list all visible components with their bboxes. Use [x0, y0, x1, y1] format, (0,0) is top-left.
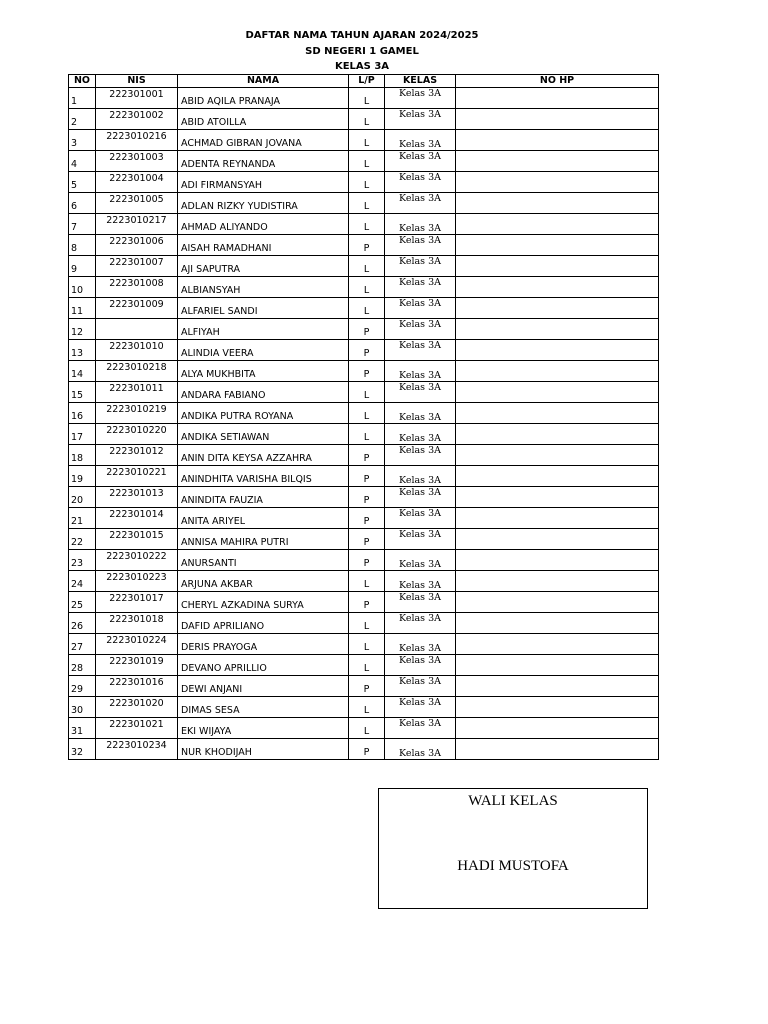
class-cell: Kelas 3A: [385, 487, 456, 508]
class-cell: Kelas 3A: [385, 214, 456, 235]
phone-cell: [456, 172, 659, 193]
nis-cell: 222301010: [96, 340, 178, 361]
name-cell: ALINDIA VEERA: [178, 340, 349, 361]
name-cell: AISAH RAMADHANI: [178, 235, 349, 256]
table-row: [69, 382, 659, 403]
class-cell: Kelas 3A: [385, 508, 456, 529]
nis-cell: 222301009: [96, 298, 178, 319]
table-row: [69, 424, 659, 445]
table-row: [69, 697, 659, 718]
class-cell: Kelas 3A: [385, 172, 456, 193]
phone-cell: [456, 256, 659, 277]
table-row: [69, 319, 659, 340]
table-row: [69, 445, 659, 466]
gender-cell: P: [349, 487, 385, 508]
signature-name: HADI MUSTOFA: [457, 858, 569, 874]
class-cell: Kelas 3A: [385, 340, 456, 361]
phone-cell: [456, 340, 659, 361]
name-cell: AJI SAPUTRA: [178, 256, 349, 277]
row-number: 12: [69, 319, 96, 340]
nis-cell: 222301014: [96, 508, 178, 529]
row-number: 19: [69, 466, 96, 487]
row-number: 20: [69, 487, 96, 508]
row-number: 5: [69, 172, 96, 193]
class-cell: Kelas 3A: [385, 445, 456, 466]
row-number: 9: [69, 256, 96, 277]
nis-cell: 222301017: [96, 592, 178, 613]
row-number: 6: [69, 193, 96, 214]
gender-cell: P: [349, 235, 385, 256]
gender-cell: P: [349, 739, 385, 760]
name-cell: ALFIYAH: [178, 319, 349, 340]
phone-cell: [456, 151, 659, 172]
nis-cell: 222301004: [96, 172, 178, 193]
name-cell: AHMAD ALIYANDO: [178, 214, 349, 235]
signature-title: WALI KELAS: [468, 793, 558, 809]
row-number: 23: [69, 550, 96, 571]
row-number: 28: [69, 655, 96, 676]
phone-cell: [456, 466, 659, 487]
phone-cell: [456, 676, 659, 697]
class-cell: Kelas 3A: [385, 571, 456, 592]
phone-cell: [456, 277, 659, 298]
nis-cell: 2223010219: [96, 403, 178, 424]
phone-cell: [456, 193, 659, 214]
gender-cell: L: [349, 655, 385, 676]
gender-cell: P: [349, 550, 385, 571]
table-row: [69, 235, 659, 256]
name-cell: ADENTA REYNANDA: [178, 151, 349, 172]
row-number: 2: [69, 109, 96, 130]
table-row: [69, 130, 659, 151]
name-cell: ALFARIEL SANDI: [178, 298, 349, 319]
name-cell: EKI WIJAYA: [178, 718, 349, 739]
table-row: [69, 193, 659, 214]
name-cell: CHERYL AZKADINA SURYA: [178, 592, 349, 613]
class-cell: Kelas 3A: [385, 655, 456, 676]
row-number: 3: [69, 130, 96, 151]
gender-cell: P: [349, 445, 385, 466]
name-cell: ANITA ARIYEL: [178, 508, 349, 529]
name-cell: ABID AQILA PRANAJA: [178, 88, 349, 109]
table-row: [69, 550, 659, 571]
name-cell: ADLAN RIZKY YUDISTIRA: [178, 193, 349, 214]
gender-cell: P: [349, 529, 385, 550]
table-row: [69, 172, 659, 193]
row-number: 31: [69, 718, 96, 739]
table-row: [69, 739, 659, 760]
name-cell: ANURSANTI: [178, 550, 349, 571]
phone-cell: [456, 739, 659, 760]
class-cell: Kelas 3A: [385, 298, 456, 319]
nis-cell: 2223010221: [96, 466, 178, 487]
row-number: 4: [69, 151, 96, 172]
gender-cell: L: [349, 613, 385, 634]
gender-cell: P: [349, 508, 385, 529]
class-cell: Kelas 3A: [385, 634, 456, 655]
row-number: 21: [69, 508, 96, 529]
row-number: 17: [69, 424, 96, 445]
phone-cell: [456, 445, 659, 466]
table-row: [69, 508, 659, 529]
row-number: 11: [69, 298, 96, 319]
nis-cell: 2223010222: [96, 550, 178, 571]
nis-cell: 222301016: [96, 676, 178, 697]
phone-cell: [456, 130, 659, 151]
name-cell: ALBIANSYAH: [178, 277, 349, 298]
table-row: [69, 655, 659, 676]
table-row: [69, 214, 659, 235]
row-number: 14: [69, 361, 96, 382]
table-row: [69, 592, 659, 613]
class-cell: Kelas 3A: [385, 676, 456, 697]
nis-cell: 222301003: [96, 151, 178, 172]
class-cell: Kelas 3A: [385, 235, 456, 256]
name-cell: DIMAS SESA: [178, 697, 349, 718]
nis-cell: 222301020: [96, 697, 178, 718]
class-cell: Kelas 3A: [385, 739, 456, 760]
row-number: 27: [69, 634, 96, 655]
phone-cell: [456, 382, 659, 403]
table-row: [69, 718, 659, 739]
column-header-lp: L/P: [349, 75, 385, 88]
nis-cell: 2223010216: [96, 130, 178, 151]
row-number: 7: [69, 214, 96, 235]
phone-cell: [456, 508, 659, 529]
phone-cell: [456, 214, 659, 235]
nis-cell: 222301013: [96, 487, 178, 508]
gender-cell: L: [349, 298, 385, 319]
gender-cell: L: [349, 193, 385, 214]
nis-cell: 222301008: [96, 277, 178, 298]
nis-cell: 222301015: [96, 529, 178, 550]
gender-cell: P: [349, 340, 385, 361]
phone-cell: [456, 613, 659, 634]
row-number: 24: [69, 571, 96, 592]
nis-cell: 2223010218: [96, 361, 178, 382]
phone-cell: [456, 571, 659, 592]
name-cell: ANINDITA FAUZIA: [178, 487, 349, 508]
class-cell: Kelas 3A: [385, 88, 456, 109]
class-cell: Kelas 3A: [385, 466, 456, 487]
name-cell: NUR KHODIJAH: [178, 739, 349, 760]
gender-cell: L: [349, 403, 385, 424]
phone-cell: [456, 655, 659, 676]
name-cell: ANDIKA SETIAWAN: [178, 424, 349, 445]
name-cell: ANDIKA PUTRA ROYANA: [178, 403, 349, 424]
class-cell: Kelas 3A: [385, 613, 456, 634]
column-header-nama: NAMA: [178, 75, 349, 88]
nis-cell: 222301007: [96, 256, 178, 277]
row-number: 13: [69, 340, 96, 361]
table-row: [69, 277, 659, 298]
gender-cell: L: [349, 634, 385, 655]
row-number: 29: [69, 676, 96, 697]
phone-cell: [456, 235, 659, 256]
gender-cell: L: [349, 424, 385, 445]
table-row: [69, 613, 659, 634]
nis-cell: 222301012: [96, 445, 178, 466]
column-header-no: NO: [69, 75, 96, 88]
gender-cell: P: [349, 319, 385, 340]
table-row: [69, 298, 659, 319]
phone-cell: [456, 487, 659, 508]
class-cell: Kelas 3A: [385, 256, 456, 277]
name-cell: ADI FIRMANSYAH: [178, 172, 349, 193]
gender-cell: L: [349, 88, 385, 109]
row-number: 10: [69, 277, 96, 298]
gender-cell: L: [349, 697, 385, 718]
table-row: [69, 634, 659, 655]
phone-cell: [456, 592, 659, 613]
nis-cell: 222301018: [96, 613, 178, 634]
gender-cell: L: [349, 571, 385, 592]
name-cell: ACHMAD GIBRAN JOVANA: [178, 130, 349, 151]
nis-cell: 2223010234: [96, 739, 178, 760]
table-row: [69, 529, 659, 550]
gender-cell: P: [349, 466, 385, 487]
row-number: 22: [69, 529, 96, 550]
class-cell: Kelas 3A: [385, 424, 456, 445]
gender-cell: P: [349, 361, 385, 382]
class-cell: Kelas 3A: [385, 550, 456, 571]
class-cell: Kelas 3A: [385, 193, 456, 214]
phone-cell: [456, 361, 659, 382]
phone-cell: [456, 718, 659, 739]
class-cell: Kelas 3A: [385, 130, 456, 151]
table-row: [69, 109, 659, 130]
table-row: [69, 88, 659, 109]
class-cell: Kelas 3A: [385, 382, 456, 403]
name-cell: ANDARA FABIANO: [178, 382, 349, 403]
phone-cell: [456, 319, 659, 340]
phone-cell: [456, 88, 659, 109]
column-header-nohp: NO HP: [456, 75, 659, 88]
phone-cell: [456, 697, 659, 718]
gender-cell: L: [349, 382, 385, 403]
gender-cell: L: [349, 256, 385, 277]
table-row: [69, 676, 659, 697]
nis-cell: 222301019: [96, 655, 178, 676]
table-row: [69, 487, 659, 508]
class-cell: Kelas 3A: [385, 319, 456, 340]
phone-cell: [456, 109, 659, 130]
table-row: [69, 151, 659, 172]
phone-cell: [456, 550, 659, 571]
name-cell: ANINDHITA VARISHA BILQIS: [178, 466, 349, 487]
row-number: 30: [69, 697, 96, 718]
table-row: [69, 256, 659, 277]
class-cell: Kelas 3A: [385, 403, 456, 424]
row-number: 32: [69, 739, 96, 760]
name-cell: ANIN DITA KEYSA AZZAHRA: [178, 445, 349, 466]
row-number: 15: [69, 382, 96, 403]
class-cell: Kelas 3A: [385, 151, 456, 172]
gender-cell: L: [349, 277, 385, 298]
school-name: SD NEGERI 1 GAMEL: [305, 46, 419, 57]
class-cell: Kelas 3A: [385, 697, 456, 718]
nis-cell: [96, 319, 178, 340]
nis-cell: 222301021: [96, 718, 178, 739]
nis-cell: 222301011: [96, 382, 178, 403]
nis-cell: 222301005: [96, 193, 178, 214]
class-cell: Kelas 3A: [385, 529, 456, 550]
phone-cell: [456, 634, 659, 655]
table-row: [69, 340, 659, 361]
table-row: [69, 361, 659, 382]
nis-cell: 2223010223: [96, 571, 178, 592]
gender-cell: P: [349, 676, 385, 697]
name-cell: DEWI ANJANI: [178, 676, 349, 697]
row-number: 26: [69, 613, 96, 634]
phone-cell: [456, 424, 659, 445]
name-cell: DEVANO APRILLIO: [178, 655, 349, 676]
table-body: [69, 88, 659, 760]
name-cell: ARJUNA AKBAR: [178, 571, 349, 592]
nis-cell: 222301001: [96, 88, 178, 109]
class-cell: Kelas 3A: [385, 718, 456, 739]
class-cell: Kelas 3A: [385, 592, 456, 613]
nis-cell: 2223010220: [96, 424, 178, 445]
nis-cell: 2223010217: [96, 214, 178, 235]
gender-cell: L: [349, 151, 385, 172]
nis-cell: 222301006: [96, 235, 178, 256]
student-table: [68, 74, 659, 760]
gender-cell: L: [349, 130, 385, 151]
gender-cell: L: [349, 718, 385, 739]
row-number: 25: [69, 592, 96, 613]
gender-cell: L: [349, 172, 385, 193]
column-header-nis: NIS: [96, 75, 178, 88]
phone-cell: [456, 298, 659, 319]
gender-cell: P: [349, 592, 385, 613]
name-cell: DERIS PRAYOGA: [178, 634, 349, 655]
gender-cell: L: [349, 214, 385, 235]
class-cell: Kelas 3A: [385, 109, 456, 130]
signature-box: [378, 788, 648, 909]
class-cell: Kelas 3A: [385, 277, 456, 298]
table-row: [69, 571, 659, 592]
name-cell: ABID ATOILLA: [178, 109, 349, 130]
name-cell: ALYA MUKHBITA: [178, 361, 349, 382]
table-row: [69, 403, 659, 424]
name-cell: ANNISA MAHIRA PUTRI: [178, 529, 349, 550]
phone-cell: [456, 529, 659, 550]
phone-cell: [456, 403, 659, 424]
name-cell: DAFID APRILIANO: [178, 613, 349, 634]
document-title: DAFTAR NAMA TAHUN AJARAN 2024/2025: [245, 30, 479, 41]
nis-cell: 2223010224: [96, 634, 178, 655]
row-number: 8: [69, 235, 96, 256]
row-number: 1: [69, 88, 96, 109]
nis-cell: 222301002: [96, 109, 178, 130]
row-number: 18: [69, 445, 96, 466]
class-cell: Kelas 3A: [385, 361, 456, 382]
table-header-row: [69, 75, 659, 88]
table-row: [69, 466, 659, 487]
column-header-kelas: KELAS: [385, 75, 456, 88]
class-name: KELAS 3A: [334, 61, 390, 72]
row-number: 16: [69, 403, 96, 424]
gender-cell: L: [349, 109, 385, 130]
